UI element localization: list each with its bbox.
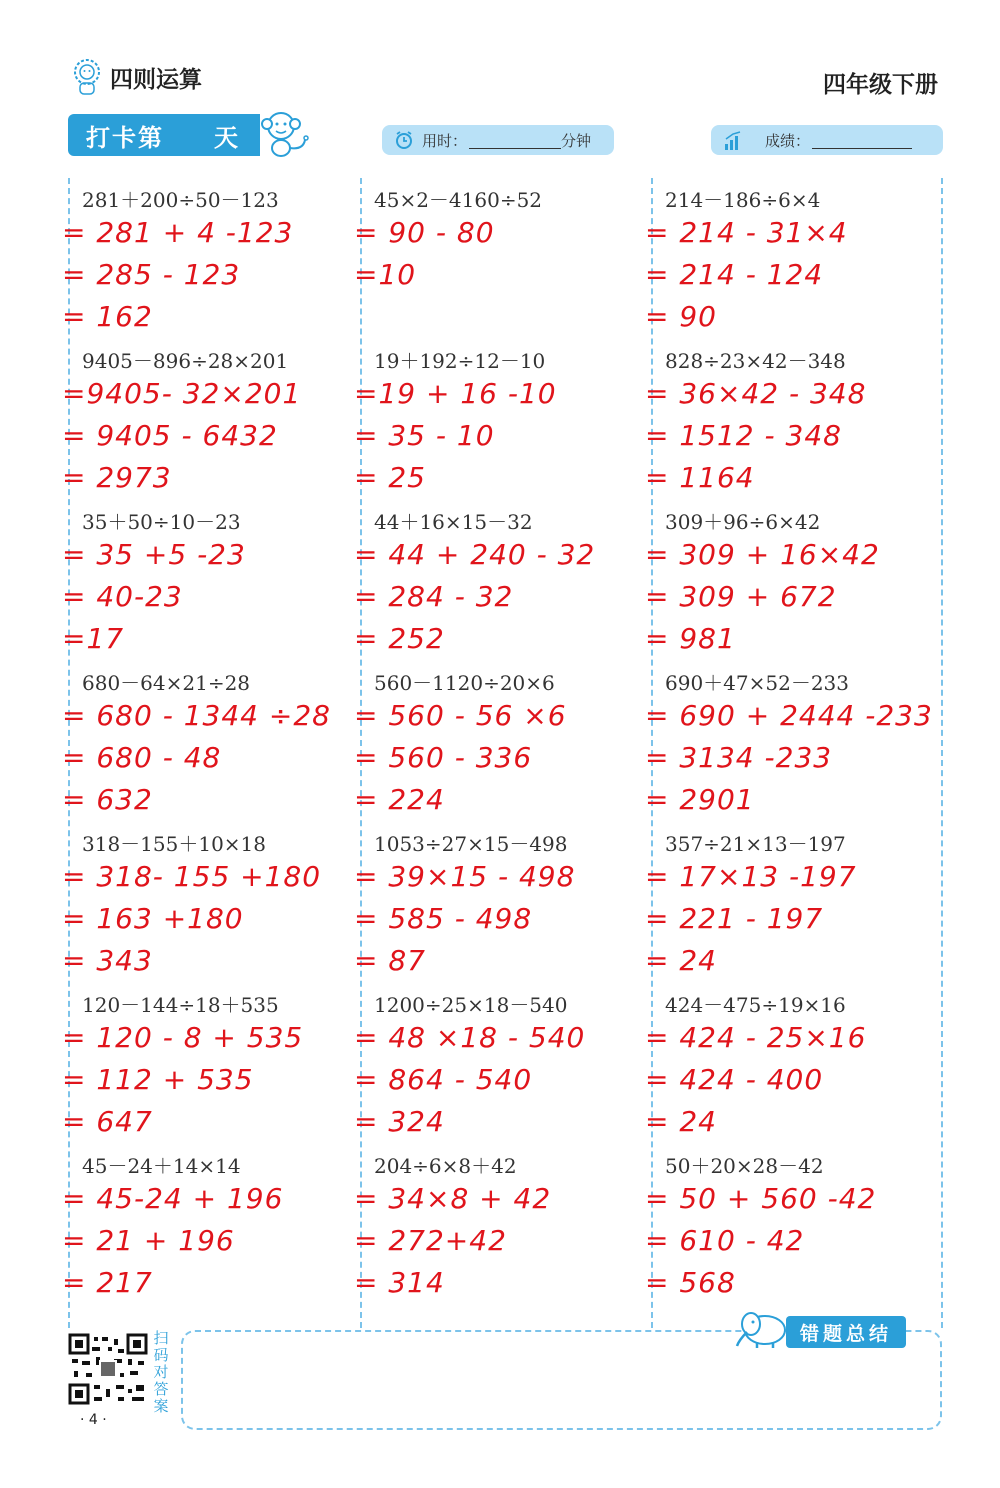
problem-expression: 45－24＋14×14 <box>82 1154 241 1178</box>
handwritten-step: = 424 - 25×16 <box>645 1021 867 1054</box>
handwritten-step: = 35 +5 -23 <box>62 538 246 571</box>
handwritten-step: = 309 + 16×42 <box>645 538 880 571</box>
problem-expression: 424－475÷19×16 <box>665 993 846 1017</box>
problem-expression: 309＋96÷6×42 <box>665 510 821 534</box>
handwritten-step: = 90 - 80 <box>354 216 495 249</box>
handwritten-step: = 680 - 48 <box>62 741 222 774</box>
problem-cell <box>645 824 931 984</box>
scan-answer-text: 扫码对答案 <box>153 1329 169 1415</box>
alarm-clock-icon <box>394 130 414 150</box>
handwritten-step: = 163 +180 <box>62 902 244 935</box>
handwritten-step: = 40-23 <box>62 580 183 613</box>
handwritten-step: = 214 - 124 <box>645 258 824 291</box>
handwritten-step: = 568 <box>645 1266 736 1299</box>
handwritten-step: =17 <box>62 622 125 655</box>
handwritten-step: = 45-24 + 196 <box>62 1182 284 1215</box>
handwritten-step: = 36×42 - 348 <box>645 377 867 410</box>
problem-expression: 690＋47×52－233 <box>665 671 850 695</box>
handwritten-step: = 560 - 336 <box>354 741 533 774</box>
section-header <box>70 58 202 96</box>
time-pill <box>382 125 614 155</box>
handwritten-step: = 610 - 42 <box>645 1224 805 1257</box>
elephant-mascot-icon <box>733 1306 791 1350</box>
handwritten-step: = 90 <box>645 300 717 333</box>
handwritten-step: = 39×15 - 498 <box>354 860 576 893</box>
handwritten-step: = 162 <box>62 300 153 333</box>
handwritten-step: = 285 - 123 <box>62 258 241 291</box>
problem-expression: 1053÷27×15－498 <box>374 832 568 856</box>
qr-code-icon <box>68 1333 148 1405</box>
problem-expression: 357÷21×13－197 <box>665 832 846 856</box>
time-input-line[interactable] <box>469 132 561 149</box>
problem-cell <box>62 1146 348 1306</box>
lion-mascot-icon <box>70 58 104 96</box>
handwritten-step: = 281 + 4 -123 <box>62 216 294 249</box>
handwritten-step: = 690 + 2444 -233 <box>645 699 933 732</box>
handwritten-step: = 24 <box>645 944 717 977</box>
handwritten-step: = 24 <box>645 1105 717 1138</box>
mistake-summary-label: 错题总结 <box>786 1316 906 1348</box>
handwritten-step: = 343 <box>62 944 153 977</box>
page-number: · 4 · <box>80 1412 107 1428</box>
monkey-mascot-icon <box>257 108 313 160</box>
problem-cell <box>354 985 640 1145</box>
handwritten-step: = 632 <box>62 783 153 816</box>
problem-cell <box>62 502 348 662</box>
problem-expression: 44＋16×15－32 <box>374 510 533 534</box>
problem-cell <box>645 502 931 662</box>
score-pill <box>711 125 943 155</box>
handwritten-step: = 214 - 31×4 <box>645 216 848 249</box>
problem-expression: 281＋200÷50－123 <box>82 188 279 212</box>
score-label: 成绩： <box>765 131 811 150</box>
handwritten-step: = 112 + 535 <box>62 1063 254 1096</box>
problem-cell <box>354 180 640 340</box>
problem-cell <box>62 985 348 1145</box>
handwritten-step: = 21 + 196 <box>62 1224 235 1257</box>
problem-expression: 318－155＋10×18 <box>82 832 267 856</box>
handwritten-step: = 9405 - 6432 <box>62 419 278 452</box>
handwritten-step: = 560 - 56 ×6 <box>354 699 567 732</box>
handwritten-step: = 120 - 8 + 535 <box>62 1021 304 1054</box>
handwritten-step: = 318- 155 +180 <box>62 860 322 893</box>
handwritten-step: = 981 <box>645 622 736 655</box>
handwritten-step: = 217 <box>62 1266 153 1299</box>
handwritten-step: =9405- 32×201 <box>62 377 302 410</box>
checkin-label: 打卡第 <box>86 123 164 152</box>
problem-cell <box>354 663 640 823</box>
handwritten-step: = 224 <box>354 783 445 816</box>
problem-expression: 45×2－4160÷52 <box>374 188 543 212</box>
section-title: 四则运算 <box>110 66 202 93</box>
handwritten-step: = 252 <box>354 622 445 655</box>
handwritten-step: = 424 - 400 <box>645 1063 824 1096</box>
handwritten-step: = 48 ×18 - 540 <box>354 1021 586 1054</box>
handwritten-step: = 647 <box>62 1105 153 1138</box>
handwritten-step: = 44 + 240 - 32 <box>354 538 596 571</box>
handwritten-step: =19 + 16 -10 <box>354 377 557 410</box>
handwritten-step: = 314 <box>354 1266 445 1299</box>
problem-expression: 35＋50÷10－23 <box>82 510 241 534</box>
handwritten-step: = 87 <box>354 944 426 977</box>
score-input-line[interactable] <box>812 132 912 149</box>
handwritten-step: = 17×13 -197 <box>645 860 857 893</box>
problem-cell <box>645 663 933 823</box>
problem-cell <box>645 985 931 1145</box>
handwritten-step: = 284 - 32 <box>354 580 514 613</box>
grade-label: 四年级下册 <box>823 72 938 98</box>
chart-trend-icon <box>723 129 745 151</box>
handwritten-step: = 221 - 197 <box>645 902 824 935</box>
problem-expression: 19＋192÷12－10 <box>374 349 546 373</box>
handwritten-step: = 309 + 672 <box>645 580 837 613</box>
problem-cell <box>645 1146 931 1306</box>
column-divider <box>941 178 943 1328</box>
problem-expression: 214－186÷6×4 <box>665 188 821 212</box>
handwritten-step: = 272+42 <box>354 1224 507 1257</box>
handwritten-step: = 50 + 560 -42 <box>645 1182 877 1215</box>
problem-expression: 680－64×21÷28 <box>82 671 251 695</box>
handwritten-step: = 34×8 + 42 <box>354 1182 552 1215</box>
handwritten-step: = 35 - 10 <box>354 419 495 452</box>
handwritten-step: = 2901 <box>645 783 755 816</box>
problem-cell <box>62 341 348 501</box>
handwritten-step: =10 <box>354 258 417 291</box>
problem-expression: 560－1120÷20×6 <box>374 671 555 695</box>
handwritten-step: = 2973 <box>62 461 172 494</box>
problem-cell <box>62 180 348 340</box>
problem-expression: 828÷23×42－348 <box>665 349 846 373</box>
problem-cell <box>62 824 348 984</box>
problem-cell <box>354 824 640 984</box>
handwritten-step: = 864 - 540 <box>354 1063 533 1096</box>
checkin-banner <box>68 114 260 156</box>
checkin-day-label: 天 <box>214 123 240 152</box>
problem-expression: 9405－896÷28×201 <box>82 349 289 373</box>
handwritten-step: = 585 - 498 <box>354 902 533 935</box>
handwritten-step: = 1512 - 348 <box>645 419 842 452</box>
problem-cell <box>354 341 640 501</box>
problem-expression: 204÷6×8＋42 <box>374 1154 517 1178</box>
problem-cell <box>645 180 931 340</box>
handwritten-step: = 680 - 1344 ÷28 <box>62 699 331 732</box>
handwritten-step: = 1164 <box>645 461 755 494</box>
problem-expression: 1200÷25×18－540 <box>374 993 568 1017</box>
handwritten-step: = 3134 -233 <box>645 741 833 774</box>
problem-expression: 120－144÷18＋535 <box>82 993 279 1017</box>
problem-cell <box>354 502 640 662</box>
time-label: 用时： <box>422 131 468 150</box>
problem-cell <box>354 1146 640 1306</box>
problem-cell <box>62 663 348 823</box>
handwritten-step: = 324 <box>354 1105 445 1138</box>
problem-expression: 50＋20×28－42 <box>665 1154 824 1178</box>
problem-cell <box>645 341 931 501</box>
handwritten-step: = 25 <box>354 461 426 494</box>
time-unit: 分钟 <box>561 131 592 150</box>
